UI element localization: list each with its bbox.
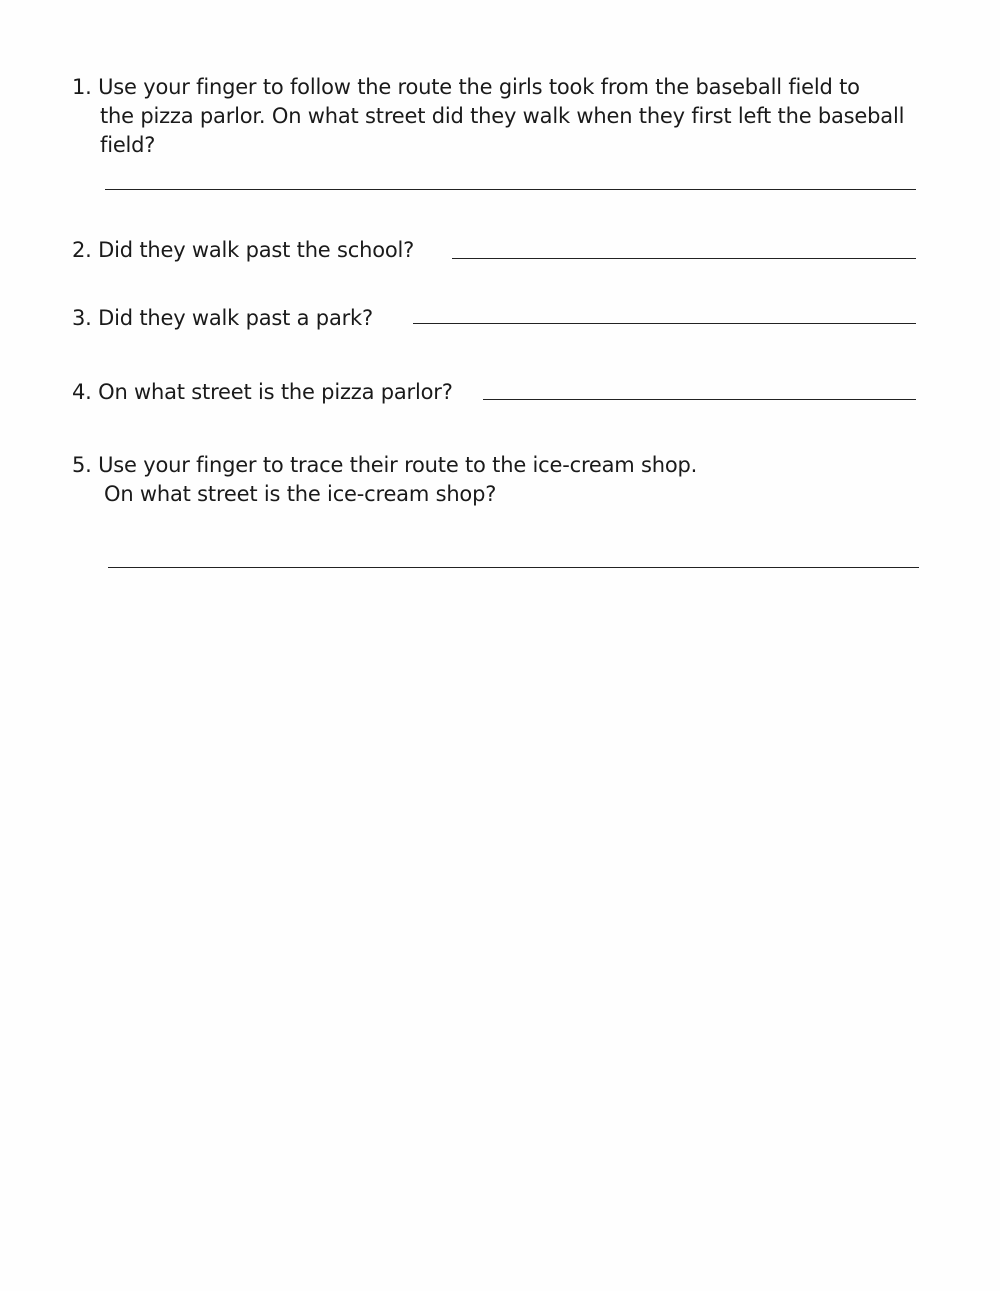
question-5-answer-line[interactable]: [108, 567, 919, 568]
question-2-answer-line[interactable]: [452, 258, 916, 259]
question-3-answer-line[interactable]: [413, 323, 916, 324]
question-1-line-1: [72, 73, 860, 102]
question-2-number: 2.: [72, 238, 92, 262]
question-5-text-line-2: On what street is the ice-cream shop?: [104, 482, 497, 506]
question-3-number: 3.: [72, 306, 92, 330]
question-2-line: [72, 236, 414, 265]
question-4-number: 4.: [72, 380, 92, 404]
question-1-number: 1.: [72, 75, 92, 99]
question-4-line: [72, 378, 453, 407]
question-1-answer-line[interactable]: [105, 189, 916, 190]
question-2-text: Did they walk past the school?: [98, 238, 415, 262]
question-4-answer-line[interactable]: [483, 399, 916, 400]
question-5-line-1: [72, 451, 697, 480]
question-1-text-line-2: the pizza parlor. On what street did they walk when they first left the baseball: [100, 104, 905, 128]
question-5-text-line-1: Use your finger to trace their route to the ice-cream shop.: [98, 453, 698, 477]
question-1-text-line-3: field?: [100, 133, 156, 157]
question-1-text-line-1: Use your finger to follow the route the girls took from the baseball field to: [98, 75, 860, 99]
question-5-number: 5.: [72, 453, 92, 477]
question-3-text: Did they walk past a park?: [98, 306, 373, 330]
question-3-line: [72, 304, 373, 333]
question-4-text: On what street is the pizza parlor?: [98, 380, 453, 404]
